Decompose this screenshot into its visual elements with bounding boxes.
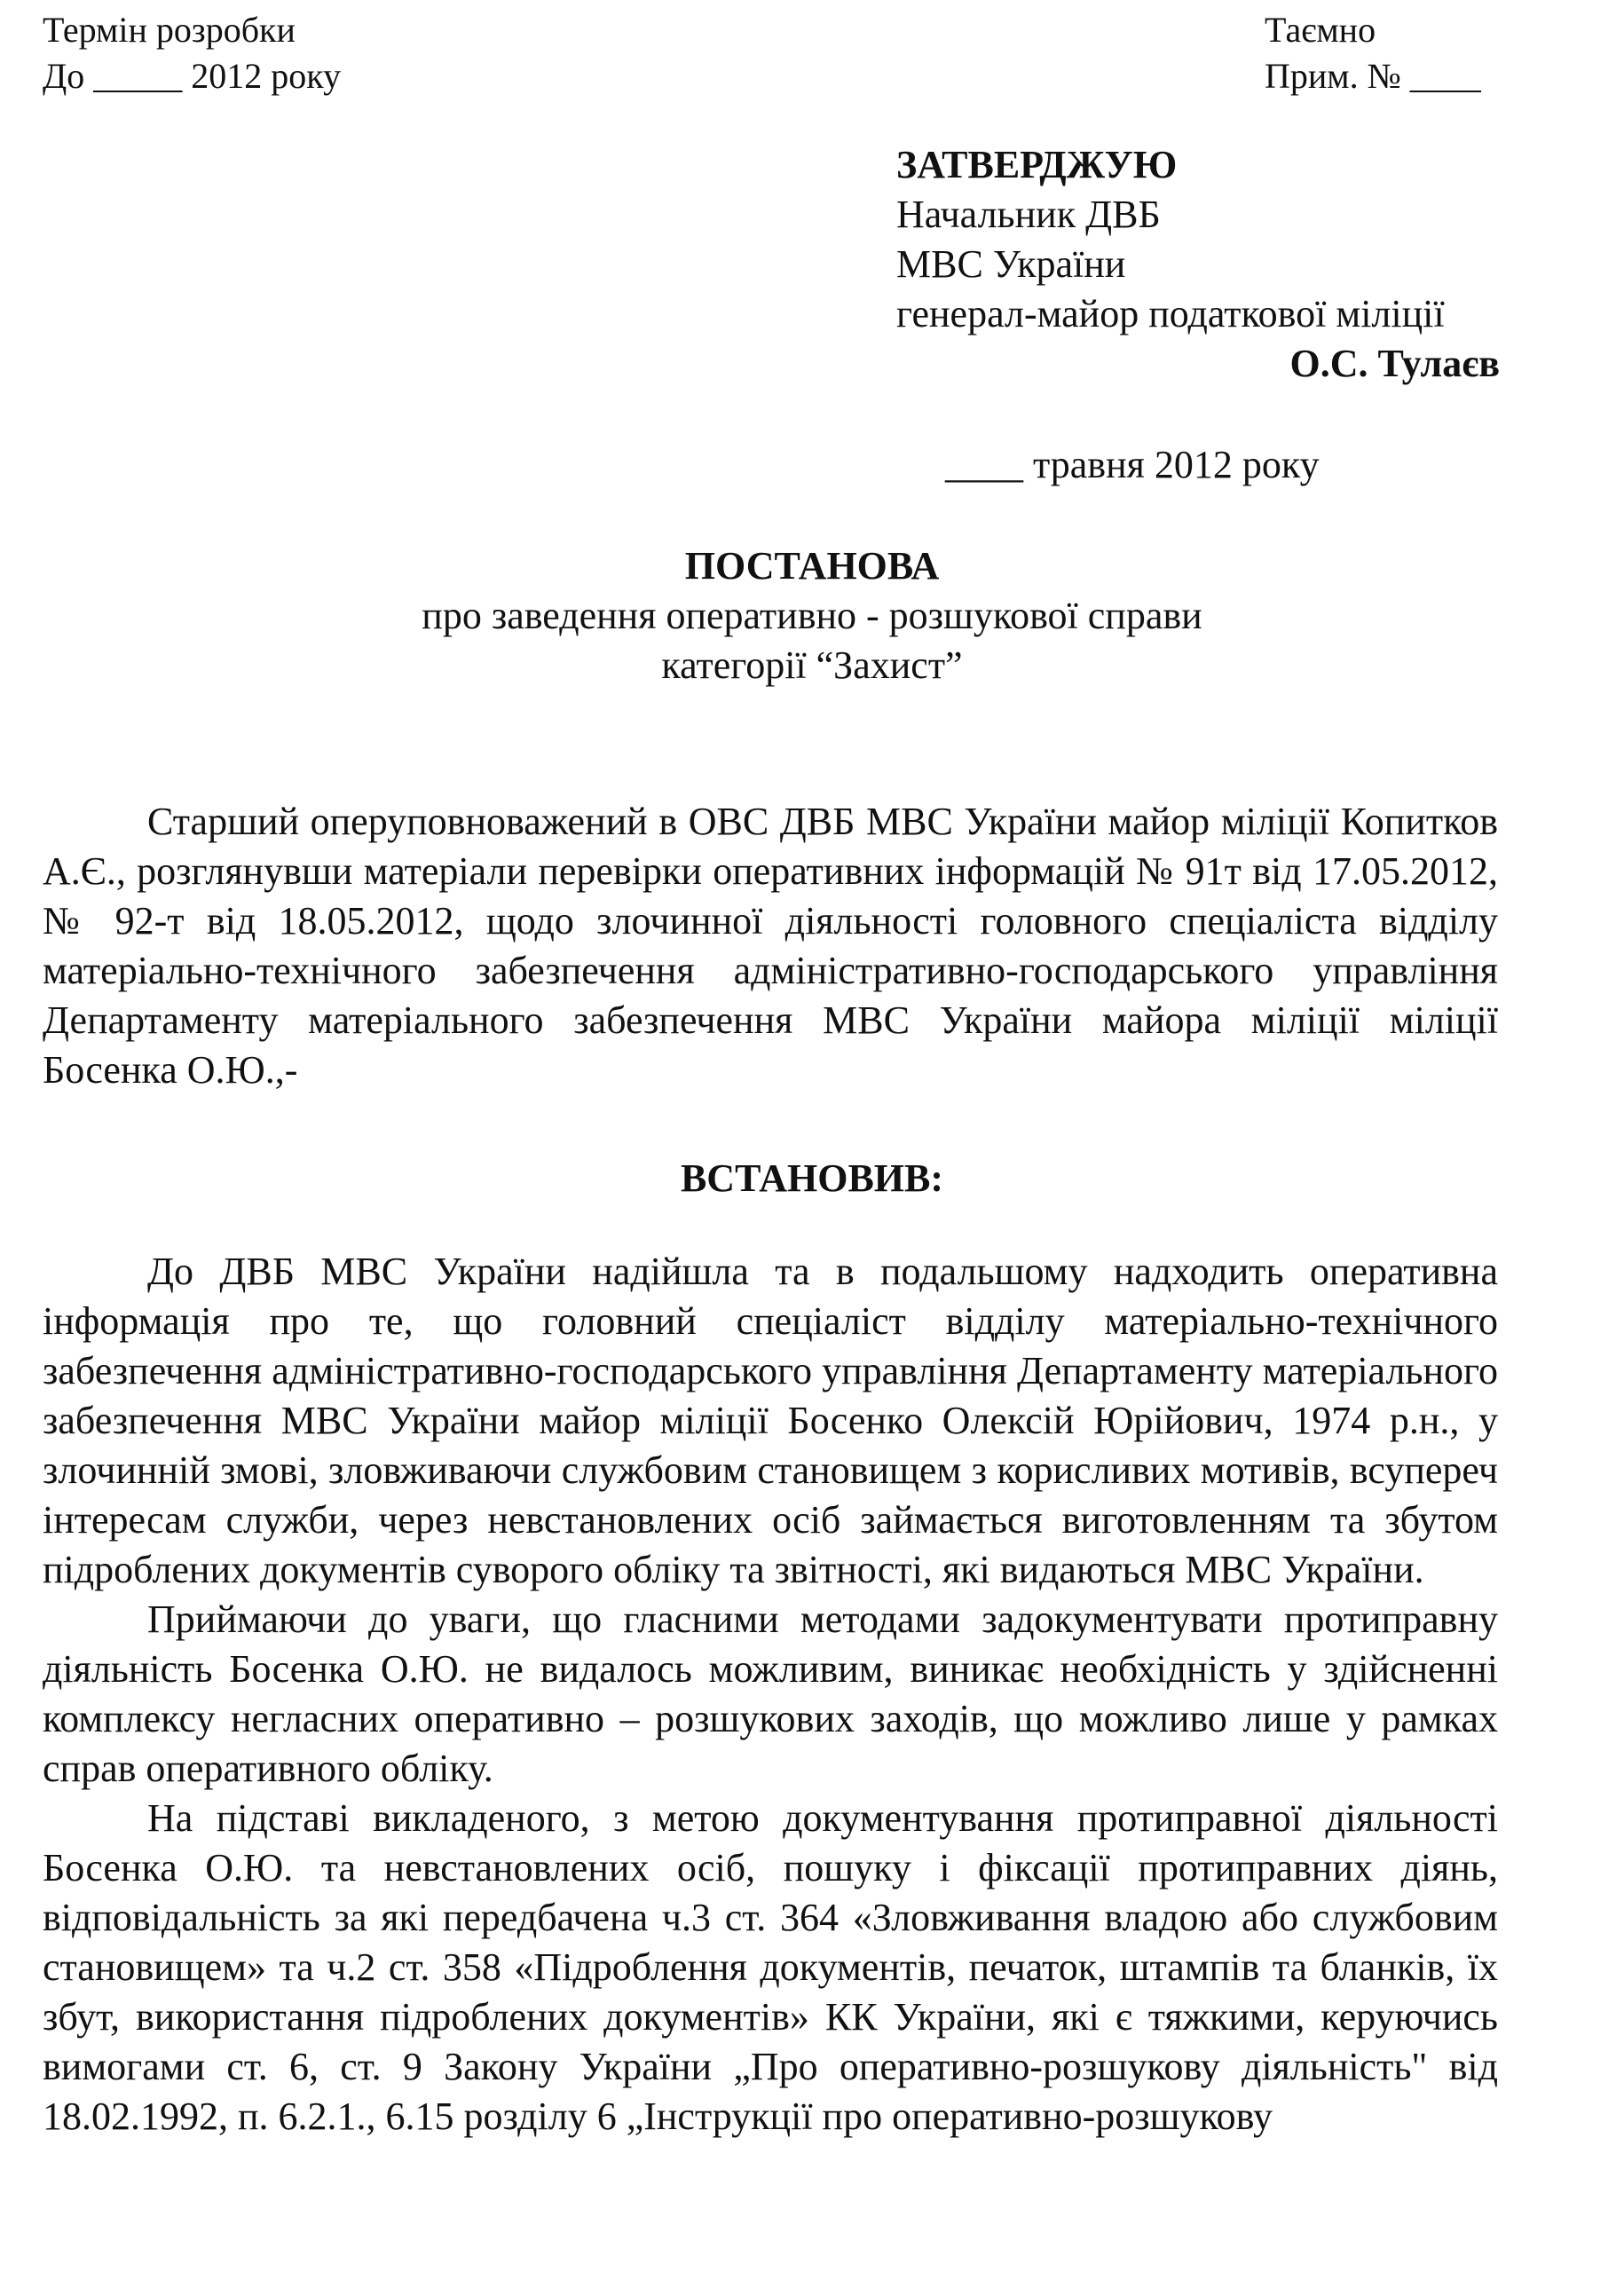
classification-block — [1265, 7, 1481, 99]
classification-label: Таємно — [1265, 10, 1376, 50]
development-term-label: Термін розробки — [43, 10, 296, 50]
intro-section — [43, 797, 1498, 1095]
development-term-block — [43, 7, 341, 99]
approval-block — [896, 140, 1500, 389]
section-heading: ВСТАНОВИВ: — [680, 1156, 944, 1200]
findings-paragraph-1: До ДВБ МВС України надійшла та в подальшому надходить оперативна інформація про те, що головний спеціаліст відділу матеріально-технічного забезпечення адміністративно-господарського управління Департаменту матеріального забезпечення МВС України майор міліції Босенко Олексій Юрійович, 1974 р.н., у злочинній змові, зловживаючи службовим становищем з корисливих мотивів, всупереч інтересам служби, через невстановлених осіб займається виготовленням та збутом підроблених документів суворого обліку та звітності, які видаються МВС України. — [43, 1250, 1498, 1591]
document-subtitle-line2: категорії “Захист” — [661, 643, 963, 687]
intro-paragraph: Старший оперуповноважений в ОВС ДВБ МВС України майор міліції Копитков А.Є., розглянувши матеріали перевірки оперативних інформацій № 91т від 17.05.2012, № 92-т від 18.05.2012, щодо злочинної діяльності головного спеціаліста відділу матеріально-технічного забезпечення адміністративно-господарського управління Департаменту матеріального забезпечення МВС України майора міліції міліції Босенка О.Ю.,- — [43, 800, 1498, 1092]
approver-name: О.С. Тулаєв — [1289, 342, 1500, 385]
approval-date: ____ травня 2012 року — [945, 443, 1320, 486]
findings-paragraph-2: Приймаючи до уваги, що гласними методами задокументувати протиправну діяльність Босенка О.Ю. не видалось можливим, виникає необхідність у здійсненні комплексу негласних оперативно – розшукових заходів, що можливо лише у рамках справ оперативного обліку. — [43, 1598, 1498, 1790]
document-title: ПОСТАНОВА — [684, 544, 940, 588]
findings-section — [43, 1247, 1498, 2142]
document-subtitle-line1: про заведення оперативно - розшукової справи — [422, 594, 1202, 637]
approval-heading: ЗАТВЕРДЖУЮ — [896, 143, 1178, 186]
document-title-block — [0, 541, 1624, 690]
findings-paragraph-3: На підставі викладеного, з метою документування протиправної діяльності Босенка О.Ю. та невстановлених осіб, пошуку і фіксації протиправних діянь, відповідальність за які передбачена ч.3 ст. 364 «Зловживання владою або службовим становищем» та ч.2 ст. 358 «Підроблення документів, печаток, штампів та бланків, їх збут, використання підроблених документів» КК України, які є тяжкими, керуючись вимогами ст. 6, ст. 9 Закону України „Про оперативно-розшукову діяльність" від 18.02.1992, п. 6.2.1., 6.15 розділу 6 „Інструкції про оперативно-розшукову — [43, 1796, 1498, 2138]
approver-ministry: МВС України — [896, 242, 1126, 286]
approver-position: Начальник ДВБ — [896, 193, 1161, 236]
approver-rank: генерал-майор податкової міліції — [896, 292, 1445, 335]
copy-number: Прим. № ____ — [1265, 56, 1481, 96]
development-term-deadline: До _____ 2012 року — [43, 56, 342, 96]
